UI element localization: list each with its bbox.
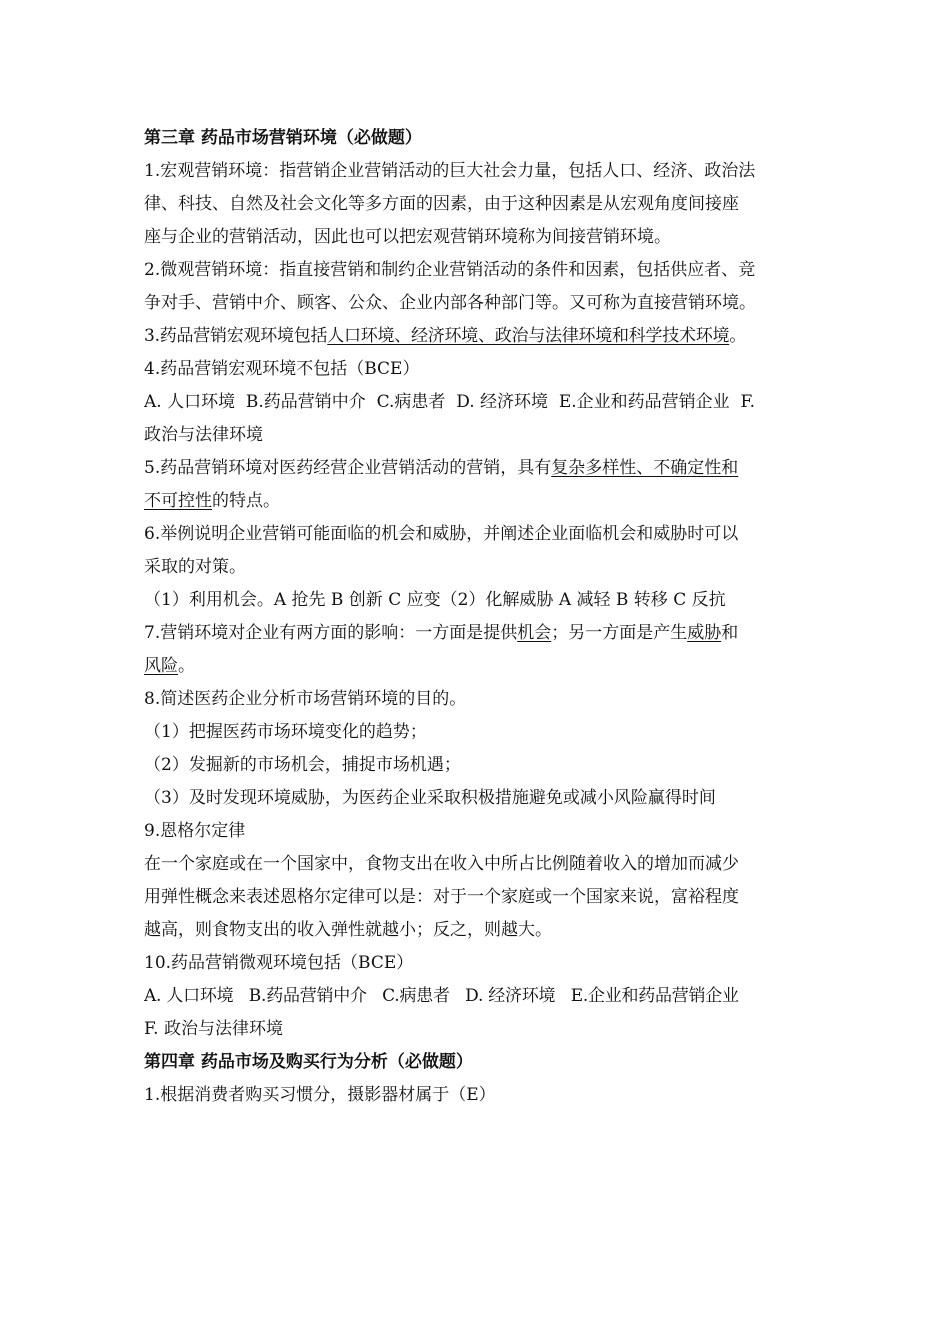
q4-options-line-1: A. 人口环境 B.药品营销中介 C.病患者 D. 经济环境 E.企业和药品营销企业 F.: [144, 392, 756, 412]
q2-line-2: 争对手、营销中介、顾客、公众、企业内部各种部门等。又可称为直接营销环境。: [144, 293, 756, 313]
q5-answer-part-1: 复杂多样性、不确定性和: [551, 458, 739, 478]
q8-point-2: （2）发掘新的市场机会，捕捉市场机遇；: [144, 755, 461, 775]
q10-options-line-2: F. 政治与法律环境: [144, 1019, 283, 1039]
q4-options-line-2: 政治与法律环境: [144, 425, 263, 445]
q2-line-1: 2.微观营销环境：指直接营销和制约企业营销活动的条件和因素，包括供应者、竞: [144, 260, 756, 280]
q7-and: 和: [721, 623, 739, 643]
q8-point-1: （1）把握医药市场环境变化的趋势；: [144, 722, 427, 742]
q9-line-2: 用弹性概念来表述恩格尔定律可以是：对于一个家庭或一个国家来说，富裕程度: [144, 887, 739, 907]
q1-line-1: 1.宏观营销环境：指营销企业营销活动的巨大社会力量，包括人口、经济、政治法: [144, 161, 756, 181]
q9-stem: 9.恩格尔定律: [144, 821, 246, 841]
q5-line-2: [144, 485, 810, 518]
q3-end: 。: [729, 326, 746, 346]
q7-answer-threat: 威胁: [687, 623, 722, 643]
q3-stem: 3.药品营销宏观环境包括: [144, 326, 328, 346]
q8-point-3: （3）及时发现环境威胁，为医药企业采取积极措施避免或减小风险赢得时间: [144, 788, 716, 808]
q10-stem: 10.药品营销微观环境包括（BCE）: [144, 953, 414, 973]
q10-options-line-1: A. 人口环境 B.药品营销中介 C.病患者 D. 经济环境 E.企业和药品营销企业: [144, 986, 739, 1006]
q1-line-3: 座与企业的营销活动，因此也可以把宏观营销环境称为间接营销环境。: [144, 227, 671, 247]
q9-line-3: 越高，则食物支出的收入弹性就越小；反之，则越大。: [144, 920, 552, 940]
q7-line-2: [144, 650, 810, 683]
q6-line-1: 6.举例说明企业营销可能面临的机会和威胁，并阐述企业面临机会和威胁时可以: [144, 524, 739, 544]
chapter3-title: 第三章 药品市场营销环境（必做题）: [144, 128, 422, 148]
q7-answer-opportunity: 机会: [517, 623, 552, 643]
chapter4-title: 第四章 药品市场及购买行为分析（必做题）: [144, 1052, 473, 1072]
q3-line: [144, 320, 810, 353]
q6-answer: （1）利用机会。A 抢先 B 创新 C 应变（2）化解威胁 A 减轻 B 转移 C 反抗: [144, 590, 726, 610]
q5-stem: 5.药品营销环境对医药经营企业营销活动的营销，具有: [144, 458, 552, 478]
q5-answer-part-2: 不可控性: [144, 491, 212, 511]
q7-end: 。: [178, 656, 195, 676]
q7-middle: ；另一方面是产生: [551, 623, 688, 643]
q7-line-1: [144, 617, 810, 650]
q7-answer-risk: 风险: [144, 656, 178, 676]
q4-stem: 4.药品营销宏观环境不包括（BCE）: [144, 359, 420, 379]
q8-stem: 8.简述医药企业分析市场营销环境的目的。: [144, 689, 467, 709]
q3-answer: 人口环境、经济环境、政治与法律环境和科学技术环境: [327, 326, 730, 346]
q5-line-1: [144, 452, 810, 485]
q7-stem: 7.营销环境对企业有两方面的影响：一方面是提供: [144, 623, 518, 643]
ch4-q1: 1.根据消费者购买习惯分，摄影器材属于（E）: [144, 1085, 496, 1105]
q6-line-2: 采取的对策。: [144, 557, 246, 577]
q9-line-1: 在一个家庭或在一个国家中，食物支出在收入中所占比例随着收入的增加而减少: [144, 854, 739, 874]
q1-line-2: 律、科技、自然及社会文化等多方面的因素，由于这种因素是从宏观角度间接座: [144, 194, 739, 214]
q5-end: 的特点。: [212, 491, 280, 511]
